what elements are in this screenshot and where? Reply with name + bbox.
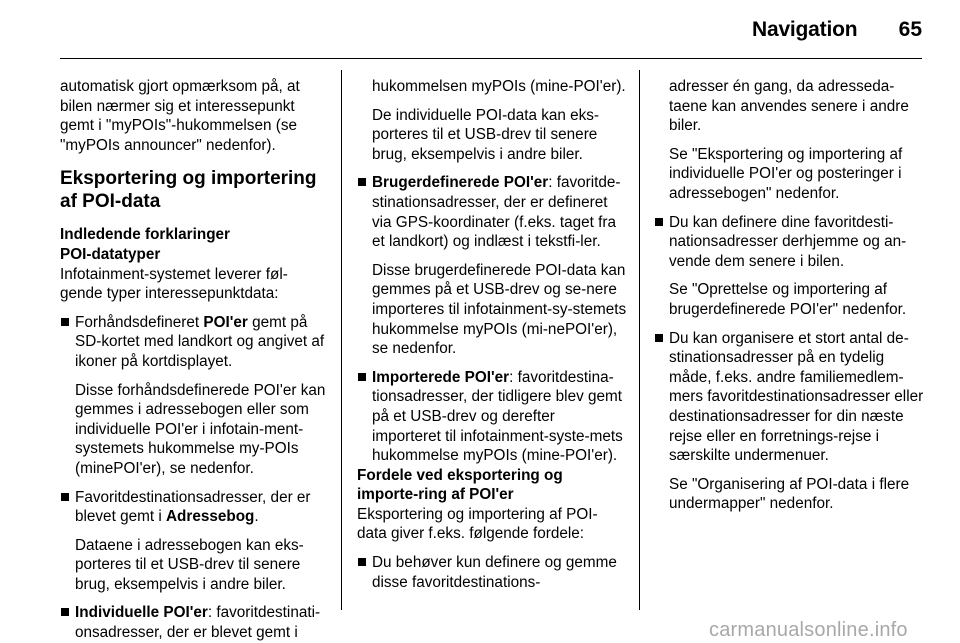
list-item: Brugerdefinerede POI'er: favoritde-stinationsadresser, der er defineret via GPS-koordinater (f.eks. taget fra et landkort) og indlæst i tekstfi-ler. [357,173,627,251]
lead-paragraph: Infotainment-systemet leverer føl-gende typer interessepunktdata: [60,265,288,303]
bullet-square-icon [61,608,69,616]
lead-paragraph: Eksportering og importering af POI-data giver f.eks. følgende fordele: [357,505,598,543]
sub-heading-advantages: Fordele ved eksportering og importe-ring af POI'er [357,466,563,504]
bullet-square-icon [358,178,366,186]
bullet-square-icon [61,318,69,326]
list-item: Du kan definere dine favoritdesti-nationsadresser derhjemme og an-vende dem senere i bilen. [654,213,924,272]
list-item-continuation: hukommelsen myPOIs (mine-POI'er). [372,78,626,95]
section-title: Navigation [752,18,858,41]
list-item: Favoritdestinationsadresser, der er blevet gemt i Adressebog. [60,488,328,527]
column-divider-2 [639,70,640,610]
bullet-square-icon [358,373,366,381]
list-item-continuation: adresser én gang, da adresseda-taene kan anvendes senere i andre biler. [669,78,909,135]
list-item: Du kan organisere et stort antal de-stinationsadresser på en tydelig måde, f.eks. andre familiemedlem-mers favoritdestinationsadresser eller destinationsadresser for din næste rejse eller en forretnings-rejse i særskilte undermenuer. [654,329,924,466]
sub-heading-poi-types: POI-datatyper [60,245,161,263]
text-column-2 [357,77,627,592]
intro-paragraph: automatisk gjort opmærksom på, at bilen nærmer sig et interessepunkt gemt i "myPOIs"-hukommelsen (se "myPOIs announcer" nedenfor). [60,78,300,154]
text-column-1 [60,77,328,643]
list-item-paragraph: De individuelle POI-data kan eks-porteres til et USB-drev til senere brug, eksempelvis i andre biler. [372,106,600,163]
list-item-paragraph: Se "Organisering af POI-data i flere undermapper" nedenfor. [669,475,910,513]
list-item: Importerede POI'er: favoritdestina-tionsadresser, der tidligere blev gemt på et USB-drev og derefter importeret til infotainment-syste-mets hukommelse myPOIs (mine-POI'er). [357,368,627,466]
bullet-square-icon [61,493,69,501]
bullet-square-icon [358,558,366,566]
column-divider-1 [341,70,342,610]
list-item-paragraph: Disse brugerdefinerede POI-data kan gemmes på et USB-drev og se-nere importeres til infotainment-sy-stemets hukommelse myPOIs (mi-nePOI'er), se nedenfor. [372,261,627,358]
text-column-3 [654,77,924,514]
sub-heading: Indledende forklaringer [60,226,230,244]
section-heading: Eksportering og importering af POI-data [60,168,317,213]
page-number: 65 [898,18,922,41]
list-item-paragraph: Disse forhåndsdefinerede POI'er kan gemmes i adressebogen eller som individuelle POI'er i infotain-ment-systemets hukommelse my-POIs (minePOI'er), se nedenfor. [75,381,326,477]
list-item: Forhåndsdefineret POI'er gemt på SD-kortet med landkort og angivet af ikoner på kortdisplayet. [60,313,328,372]
bullet-square-icon [655,334,663,342]
bullet-square-icon [655,218,663,226]
list-item-paragraph: Se "Oprettelse og importering af brugerdefinerede POI'er" nedenfor. [669,281,907,318]
list-item-paragraph: Dataene i adressebogen kan eks-porteres til et USB-drev til senere brug, eksempelvis i andre biler. [75,536,304,593]
header-divider [60,58,922,59]
list-item: Individuelle POI'er: favoritdestinati-onsadresser, der er blevet gemt i [60,603,328,642]
watermark-text: carmanualsonline.info [709,619,908,641]
list-item-paragraph: Se "Eksportering og importering af individuelle POI'er og posteringer i adressebogen" nedenfor. [669,145,903,202]
list-item: Du behøver kun definere og gemme disse favoritdestinations- [357,553,627,592]
